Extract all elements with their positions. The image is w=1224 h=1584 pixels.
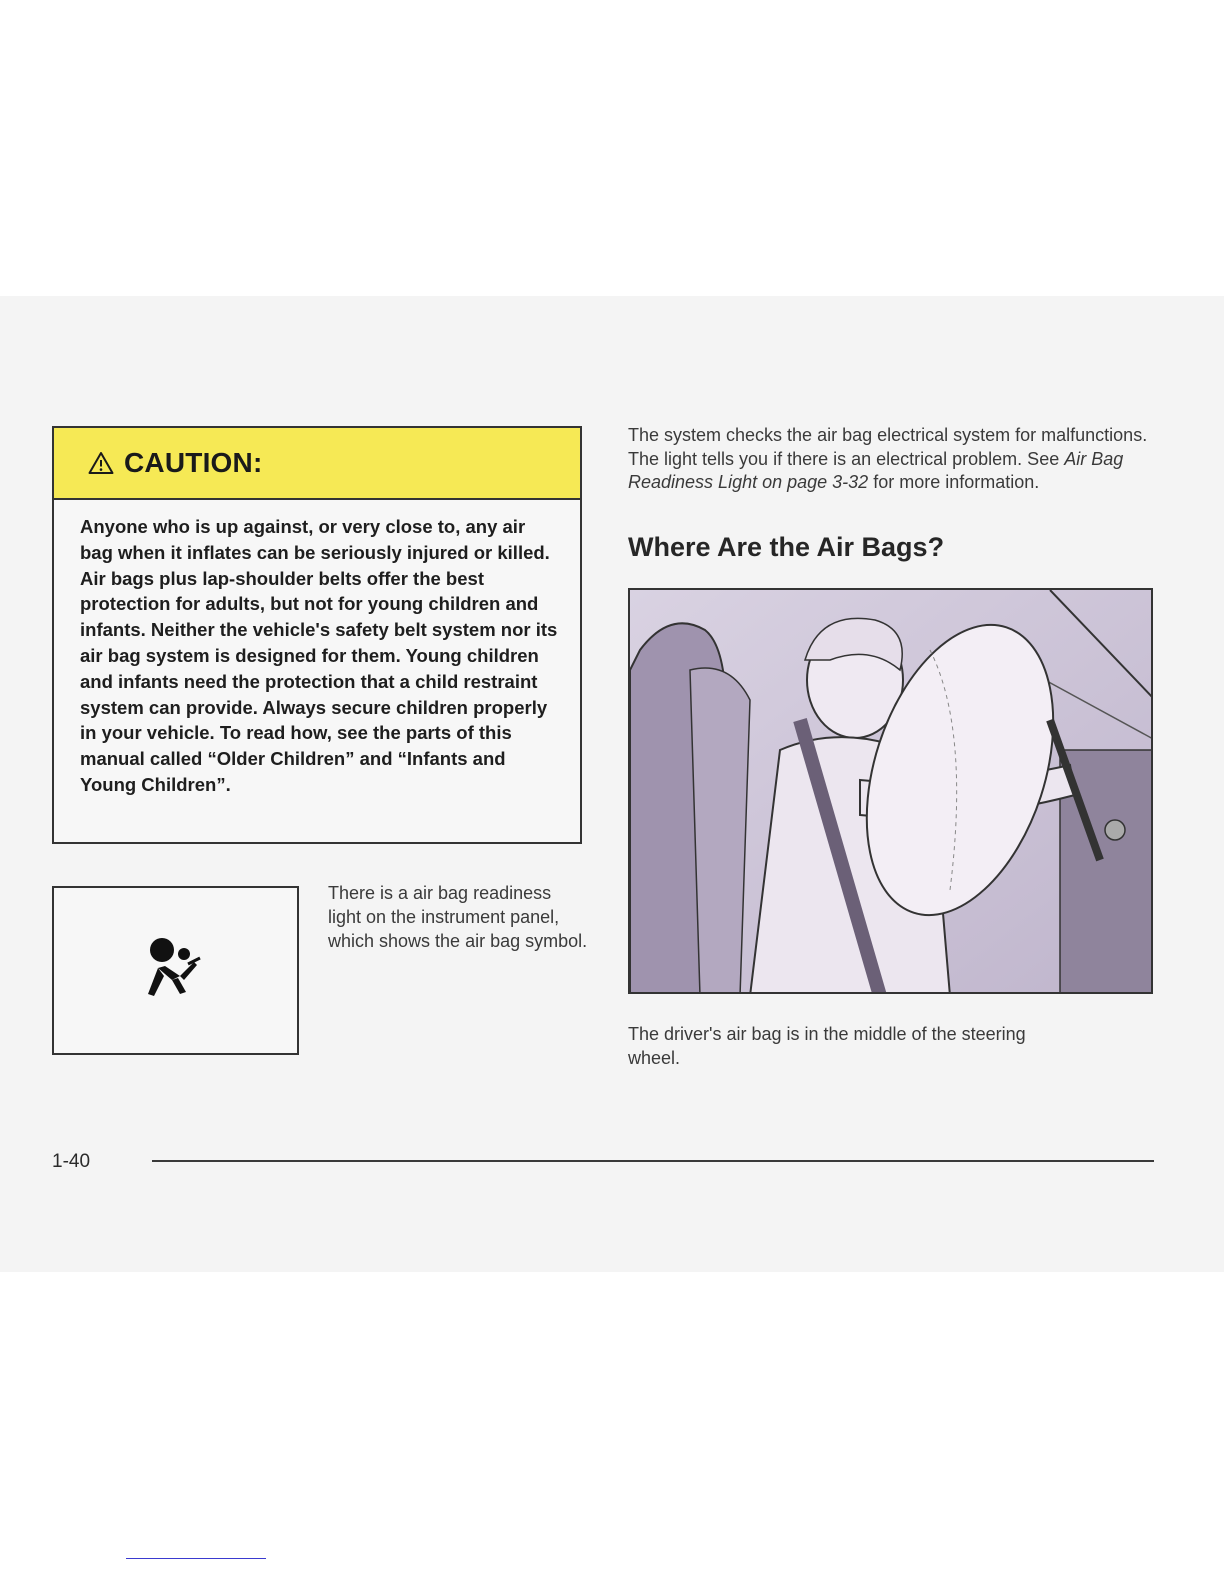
warning-triangle-icon: [88, 451, 114, 475]
readiness-light-text: There is a air bag readiness light on the instrument panel, which shows the air bag symbol.: [328, 883, 588, 951]
caution-header: [54, 428, 580, 500]
section-heading: Where Are the Air Bags?: [628, 532, 945, 562]
intro-text-after: for more information.: [868, 472, 1040, 492]
intro-text-before: The system checks the air bag electrical system for malfunctions. The light tells you if there is an electrical problem. See: [628, 425, 1148, 469]
footer-rule: [152, 1160, 1154, 1162]
caution-body: Anyone who is up against, or very close to, any air bag when it inflates can be seriously injured or killed. Air bags plus lap-shoulder belts offer the best protection for adults, but not for young children and infants. Neither the vehicle's safety belt system nor its air bag system is designed for them. Young children and infants need the protection that a child restraint system can provide. Always secure children properly in your vehicle. To read how, see the parts of this manual called “Older Children” and “Infants and Young Children”.: [80, 516, 558, 795]
driver-airbag-drawing: [630, 590, 1153, 994]
airbag-symbol-icon: [142, 932, 212, 1008]
page-number: 1-40: [52, 1151, 91, 1172]
readiness-light-reference[interactable]: Air Bag Readiness Light on page 3-32: [628, 448, 1124, 492]
driver-airbag-illustration: [628, 588, 1153, 994]
caution-title: CAUTION:: [124, 447, 263, 478]
bottom-underline: [126, 1558, 266, 1559]
illustration-caption: The driver's air bag is in the middle of the steering wheel.: [628, 1024, 1026, 1068]
airbag-symbol-panel: [52, 886, 299, 1055]
intro-paragraph: [628, 424, 1158, 495]
caution-box: [52, 426, 582, 844]
